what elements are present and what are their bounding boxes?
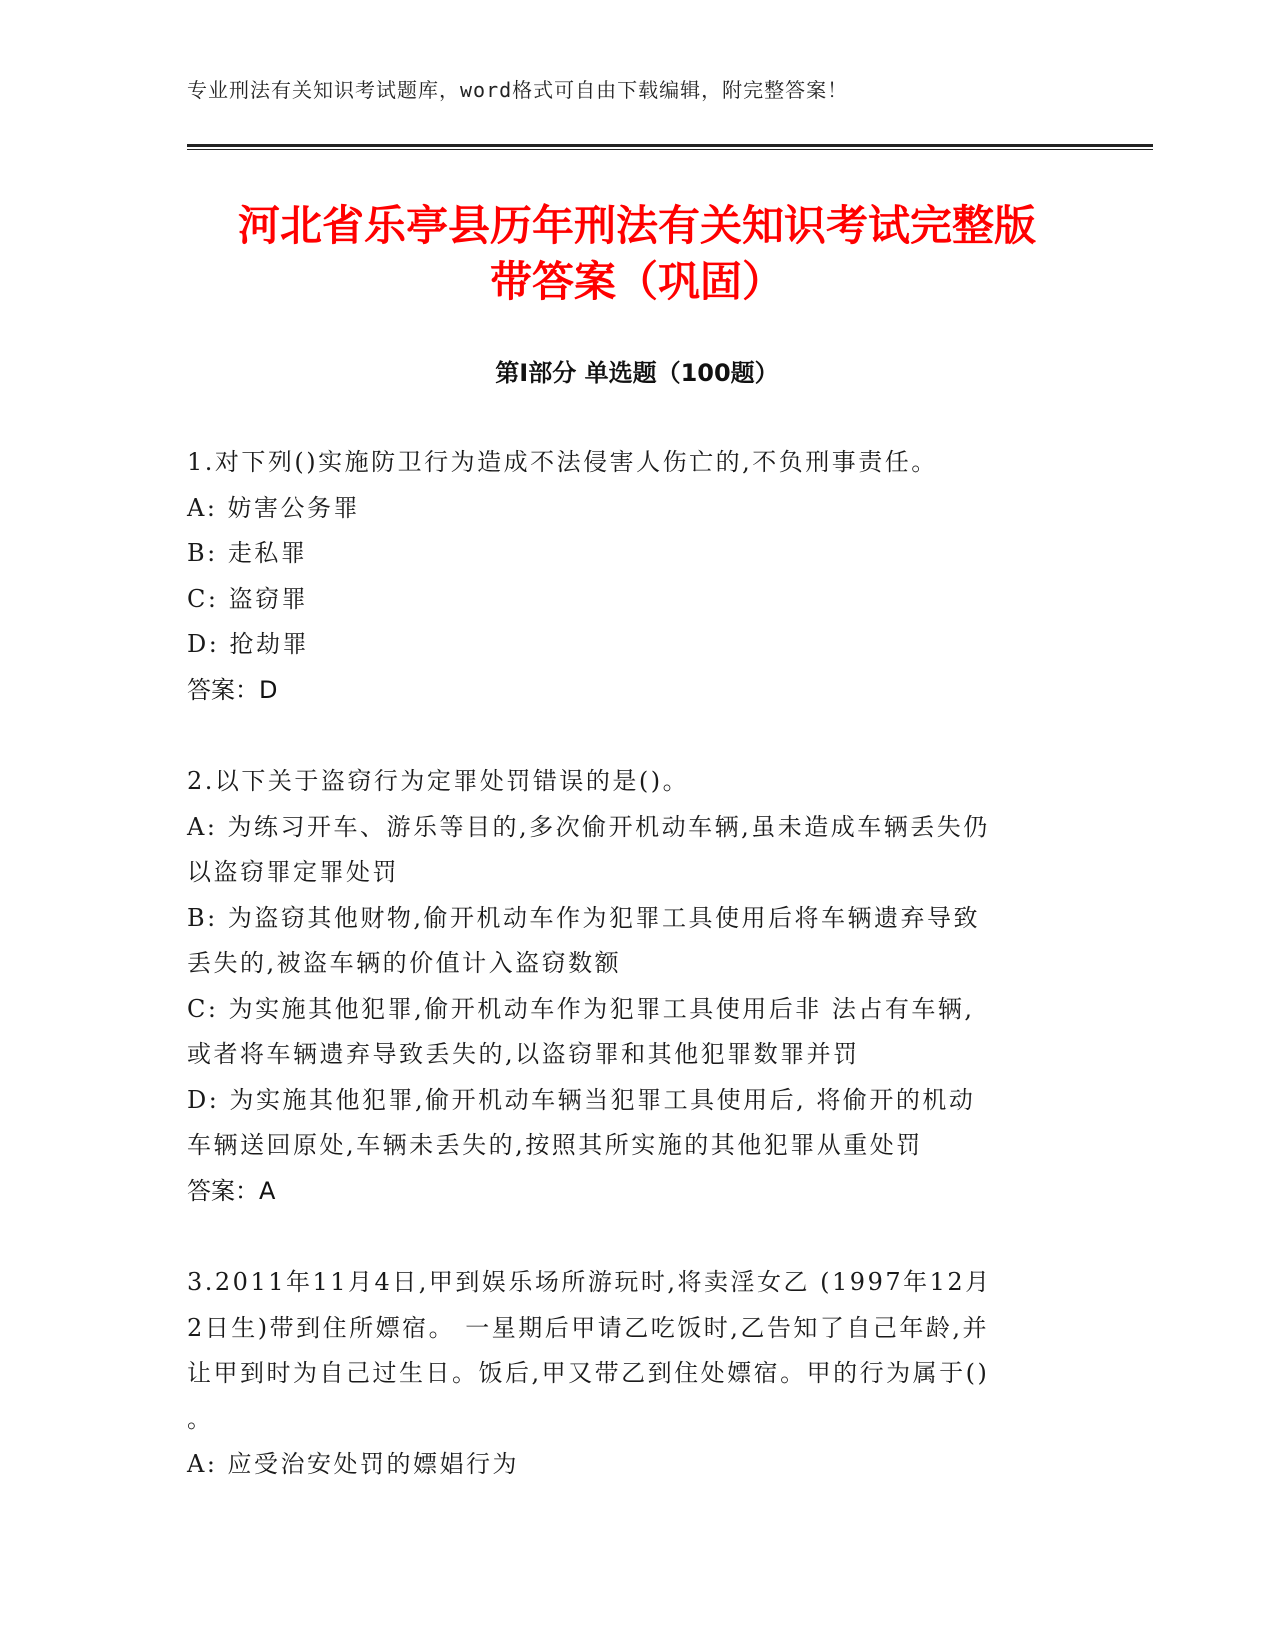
option-c-continued: 或者将车辆遗弃导致丢失的,以盗窃罪和其他犯罪数罪并罚: [187, 1040, 860, 1068]
question-stem: 1.对下列()实施防卫行为造成不法侵害人伤亡的,不负刑事责任。: [187, 448, 938, 476]
document-title-line-1: 河北省乐亭县历年刑法有关知识考试完整版: [237, 201, 1036, 250]
header-divider: [187, 144, 1153, 150]
option-d: D: 为实施其他犯罪,偷开机动车辆当犯罪工具使用后, 将偷开的机动: [187, 1085, 976, 1114]
option-a-continued: 以盗窃罪定罪处罚: [187, 858, 399, 886]
option-a: A: 为练习开车、游乐等目的,多次偷开机动车辆,虽未造成车辆丢失仍: [187, 812, 990, 841]
question-stem: 3.2011年11月4日,甲到娱乐场所游玩时,将卖淫女乙 (1997年12月: [187, 1268, 992, 1296]
question-1: [187, 440, 1077, 713]
page-header: 专业刑法有关知识考试题库，word格式可自由下载编辑，附完整答案！: [187, 78, 849, 102]
option-d-continued: 车辆送回原处,车辆未丢失的,按照其所实施的其他犯罪从重处罚: [187, 1131, 923, 1159]
question-2: [187, 759, 1077, 1214]
document-title: [187, 198, 1087, 310]
document-title-line-2: 带答案（巩固）: [489, 257, 784, 306]
answer-line: 答案：A: [187, 1176, 276, 1205]
question-stem-continued: 。: [187, 1404, 214, 1433]
option-c: C: 盗窃罪: [187, 584, 309, 613]
option-b: B: 走私罪: [187, 539, 308, 567]
option-a: A: 妨害公务罪: [187, 493, 361, 522]
answer-line: 答案：D: [187, 675, 278, 704]
section-title: 第Ⅰ部分 单选题（100题）: [495, 359, 779, 387]
option-a: A: 应受治安处罚的嫖娼行为: [187, 1450, 520, 1478]
question-3: [187, 1260, 1077, 1488]
option-b: B: 为盗窃其他财物,偷开机动车作为犯罪工具使用后将车辆遗弃导致: [187, 903, 980, 932]
option-d: D: 抢劫罪: [187, 630, 309, 658]
question-list: [187, 440, 1077, 1534]
option-c: C: 为实施其他犯罪,偷开机动车作为犯罪工具使用后非 法占有车辆,: [187, 994, 975, 1023]
question-stem-continued: 2日生)带到住所嫖宿。 一星期后甲请乙吃饭时,乙告知了自己年龄,并: [187, 1313, 990, 1342]
question-stem-continued: 让甲到时为自己过生日。饭后,甲又带乙到住处嫖宿。甲的行为属于(): [187, 1359, 990, 1387]
option-b-continued: 丢失的,被盗车辆的价值计入盗窃数额: [187, 949, 622, 977]
question-stem: 2.以下关于盗窃行为定罪处罚错误的是()。: [187, 767, 690, 795]
